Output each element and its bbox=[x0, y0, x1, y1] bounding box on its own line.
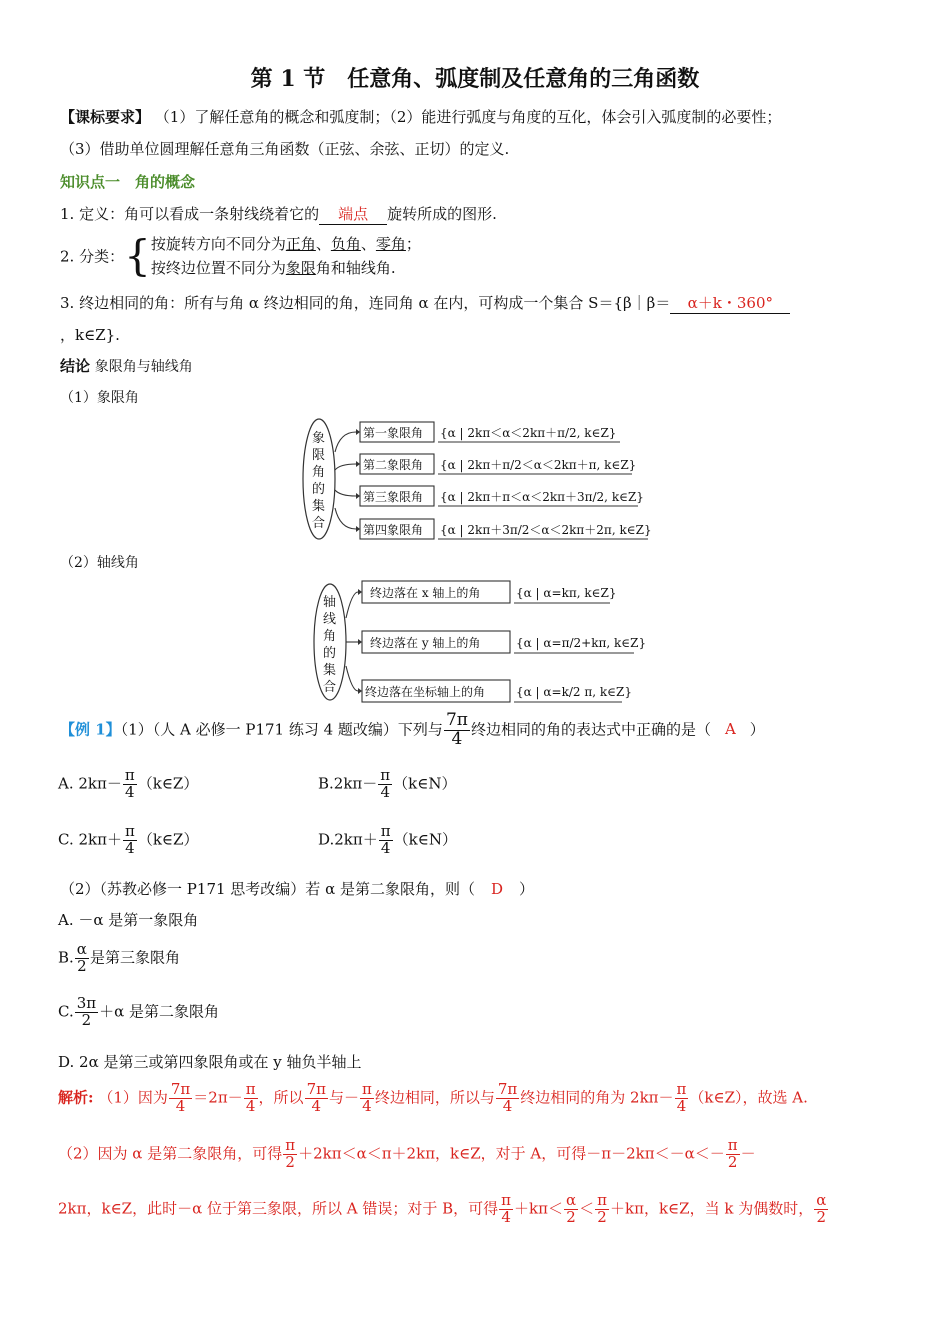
center-char: 轴 bbox=[323, 595, 337, 610]
solution-line-2 bbox=[58, 1138, 756, 1171]
row1-text: 按旋转方向不同分为 bbox=[150, 235, 286, 253]
fraction bbox=[378, 768, 392, 801]
fraction bbox=[123, 824, 137, 857]
separator: 、 bbox=[360, 235, 376, 253]
solution-line-1 bbox=[58, 1082, 808, 1115]
axis-set: {α | α=π/2+kπ, k∈Z} bbox=[516, 636, 647, 650]
fraction-numerator: π bbox=[124, 766, 135, 784]
option-text: A. 2kπ－ bbox=[58, 774, 122, 793]
fraction bbox=[499, 1193, 513, 1226]
fraction-denominator: 4 bbox=[380, 838, 391, 857]
center-char: 合 bbox=[323, 680, 337, 695]
definition-1-prefix: 1. 定义：角可以看成一条射线绕着它的 bbox=[60, 205, 320, 223]
center-char: 限 bbox=[312, 448, 326, 463]
conclusion-title: 象限角与轴线角 bbox=[94, 359, 193, 375]
center-char: 角 bbox=[312, 465, 326, 480]
solution-text: － bbox=[740, 1144, 756, 1163]
definition-1 bbox=[60, 203, 497, 225]
option-text: C. bbox=[58, 1002, 74, 1021]
requirements-label: 【课标要求】 bbox=[60, 108, 151, 126]
fraction-numerator: 7π bbox=[497, 1080, 518, 1098]
definition-1-blank: 端点 bbox=[319, 203, 387, 225]
conclusion-label: 结论 bbox=[60, 357, 91, 375]
fraction-numerator: π bbox=[676, 1080, 687, 1098]
option-2-d: D. 2α 是第三或第四象限角或在 y 轴负半轴上 bbox=[58, 1053, 362, 1071]
solution-text: ＋kπ＜ bbox=[514, 1199, 563, 1218]
fraction-numerator: π bbox=[245, 1080, 256, 1098]
definition-2-row-1 bbox=[151, 232, 421, 256]
arrow bbox=[335, 508, 356, 529]
arrow-head bbox=[356, 493, 360, 499]
arrow-head bbox=[356, 526, 360, 532]
center-char: 线 bbox=[323, 612, 337, 627]
fraction-denominator: 4 bbox=[125, 782, 135, 801]
solution-text: ＜ bbox=[579, 1199, 595, 1218]
answer: A bbox=[724, 720, 736, 739]
fraction-numerator: π bbox=[361, 1080, 372, 1098]
example-label: 【例 1】 bbox=[60, 720, 121, 739]
fraction-numerator: π bbox=[380, 766, 391, 784]
question-text: 终边相同的角的表达式中正确的是（ bbox=[470, 720, 711, 739]
fraction bbox=[75, 942, 89, 975]
zero-angle: 零角 bbox=[375, 235, 406, 253]
fraction-numerator: α bbox=[816, 1191, 827, 1209]
quadrant-angle-diagram bbox=[300, 412, 660, 546]
definition-3-text: 3. 终边相同的角：所有与角 α 终边相同的角，连同角 α 在内，可构成一个集合 S＝{β｜β＝ bbox=[60, 294, 671, 312]
fraction-denominator: 2 bbox=[285, 1152, 295, 1171]
fraction-numerator: π bbox=[124, 822, 135, 840]
fraction-numerator: π bbox=[380, 822, 391, 840]
quadrant-set: {α | 2kπ＋π/2＜α＜2kπ＋π, k∈Z} bbox=[440, 458, 637, 472]
connector-arrows bbox=[335, 432, 356, 529]
definition-2-prefix: 2. 分类： bbox=[60, 247, 125, 266]
fraction-denominator: 4 bbox=[676, 1096, 687, 1115]
negative-angle: 负角 bbox=[330, 235, 361, 253]
question-text: ） bbox=[519, 880, 535, 898]
solution-text: 终边相同的角为 2kπ－ bbox=[520, 1088, 674, 1107]
quadrant-set: {α | 2kπ＜α＜2kπ＋π/2, k∈Z} bbox=[440, 426, 617, 440]
example-1-question-2 bbox=[60, 878, 534, 899]
option-2-c bbox=[58, 996, 219, 1029]
definition-2-row-2 bbox=[151, 256, 421, 280]
solution-text: 终边相同，所以与 bbox=[374, 1088, 495, 1107]
fraction bbox=[496, 1082, 519, 1115]
quadrant-subheading: （1）象限角 bbox=[60, 390, 139, 406]
fraction-denominator: 2 bbox=[77, 956, 87, 975]
quadrant-label: 第三象限角 bbox=[363, 490, 424, 504]
example-1-question-1 bbox=[60, 712, 765, 749]
option-b bbox=[318, 768, 456, 801]
center-char: 的 bbox=[312, 482, 326, 497]
definition-3 bbox=[60, 292, 790, 314]
solution-text: ＝2π－ bbox=[193, 1088, 243, 1107]
requirements-text-1: （1）了解任意角的概念和弧度制；（2）能进行弧度与角度的互化，体会引入弧度制的必要性； bbox=[154, 108, 782, 126]
fraction-denominator: 4 bbox=[125, 838, 135, 857]
fraction bbox=[305, 1082, 328, 1115]
fraction-denominator: 2 bbox=[81, 1010, 92, 1029]
requirements-line-1 bbox=[60, 106, 781, 127]
fraction-numerator: 3π bbox=[76, 994, 97, 1012]
separator: 、 bbox=[315, 235, 331, 253]
quadrant-label: 第二象限角 bbox=[363, 458, 424, 472]
axis-angle-diagram bbox=[310, 578, 650, 706]
solution-text: （2）因为 α 是第二象限角，可得 bbox=[58, 1144, 283, 1163]
left-brace: { bbox=[124, 231, 151, 280]
quadrant-sets bbox=[440, 426, 652, 537]
question-text: （1）（人 A 必修一 P171 练习 4 题改编）下列与 bbox=[120, 720, 443, 739]
solution-text: （k∈Z），故选 A. bbox=[689, 1088, 808, 1107]
axis-label: 终边落在坐标轴上的角 bbox=[365, 685, 486, 699]
row1-end: ； bbox=[405, 235, 421, 253]
solution-text: ＋2kπ＜α＜π＋2kπ，k∈Z，对于 A，可得－π－2kπ＜－α＜－ bbox=[298, 1144, 725, 1163]
center-label bbox=[312, 431, 325, 531]
fraction bbox=[244, 1082, 258, 1115]
option-2-a: A. －α 是第一象限角 bbox=[58, 911, 199, 929]
axis-set: {α | α=kπ, k∈Z} bbox=[516, 586, 617, 600]
fraction-numerator: 7π bbox=[170, 1080, 191, 1098]
quadrant-label: 第四象限角 bbox=[363, 523, 424, 537]
quadrant-word: 象限 bbox=[285, 259, 316, 277]
option-text: （k∈Z） bbox=[137, 830, 199, 849]
axis-subheading: （2）轴线角 bbox=[60, 555, 139, 571]
fraction-numerator: 7π bbox=[306, 1080, 326, 1098]
option-text: （k∈N） bbox=[393, 830, 457, 849]
fraction-numerator: π bbox=[285, 1136, 296, 1154]
center-char: 集 bbox=[323, 663, 337, 678]
definition-1-suffix: 旋转所成的图形. bbox=[387, 205, 497, 223]
fraction bbox=[360, 1082, 374, 1115]
fraction-denominator: 4 bbox=[245, 1096, 256, 1115]
fraction-numerator: 7π bbox=[445, 710, 468, 730]
row2-text: 按终边位置不同分为 bbox=[150, 259, 286, 277]
fraction bbox=[564, 1193, 578, 1226]
fraction-denominator: 2 bbox=[597, 1207, 607, 1226]
arrow bbox=[335, 490, 356, 496]
option-2-b bbox=[58, 942, 180, 975]
axis-label: 终边落在 y 轴上的角 bbox=[370, 636, 481, 650]
definition-3-tail: ，k∈Z}. bbox=[60, 326, 120, 344]
option-text: 是第三象限角 bbox=[89, 948, 180, 967]
center-char: 象 bbox=[312, 431, 326, 446]
fraction bbox=[595, 1193, 609, 1226]
option-a bbox=[58, 768, 198, 801]
positive-angle: 正角 bbox=[285, 235, 316, 253]
solution-text: ，所以 bbox=[258, 1088, 304, 1107]
option-text: （k∈N） bbox=[393, 774, 457, 793]
axis-labels bbox=[365, 585, 485, 699]
option-text: D.2kπ＋ bbox=[318, 830, 378, 849]
arrow bbox=[346, 666, 358, 691]
row2-end: 角和轴线角. bbox=[315, 259, 396, 277]
fraction bbox=[444, 712, 470, 749]
quadrant-label: 第一象限角 bbox=[363, 426, 424, 440]
arrow-heads bbox=[356, 429, 360, 532]
quadrant-set: {α | 2kπ＋π＜α＜2kπ＋3π/2, k∈Z} bbox=[440, 490, 644, 504]
fraction bbox=[675, 1082, 689, 1115]
fraction-denominator: 4 bbox=[311, 1096, 322, 1115]
center-char: 集 bbox=[312, 499, 326, 514]
axis-label: 终边落在 x 轴上的角 bbox=[370, 586, 481, 600]
fraction bbox=[169, 1082, 192, 1115]
fraction-denominator: 4 bbox=[380, 782, 390, 801]
section-heading: 知识点一 角的概念 bbox=[60, 173, 196, 191]
solution-text: 2kπ，k∈Z，此时－α 位于第三象限，所以 A 错误；对于 B，可得 bbox=[58, 1199, 499, 1218]
arrow bbox=[335, 464, 356, 470]
center-char: 角 bbox=[323, 629, 337, 644]
option-text: B. bbox=[58, 948, 74, 967]
fraction-numerator: α bbox=[76, 940, 87, 958]
option-c bbox=[58, 824, 198, 857]
conclusion-heading bbox=[60, 355, 193, 376]
arrow-head bbox=[358, 639, 362, 645]
fraction bbox=[379, 824, 393, 857]
fraction-numerator: π bbox=[727, 1136, 738, 1154]
fraction-denominator: 2 bbox=[727, 1152, 738, 1171]
center-char: 的 bbox=[323, 646, 337, 661]
definition-3-blank: α＋k・360° bbox=[670, 292, 790, 314]
center-label bbox=[323, 594, 336, 695]
option-text: B.2kπ－ bbox=[318, 774, 378, 793]
fraction bbox=[726, 1138, 740, 1171]
requirements-text-2: （3）借助单位圆理解任意角三角函数（正弦、余弦、正切）的定义. bbox=[60, 140, 510, 158]
option-text: C. 2kπ＋ bbox=[58, 830, 122, 849]
option-d bbox=[318, 824, 457, 857]
arrow-head bbox=[356, 461, 360, 467]
connector-arrows bbox=[346, 592, 358, 691]
fraction-denominator: 4 bbox=[501, 1207, 511, 1226]
fraction-denominator: 4 bbox=[175, 1096, 186, 1115]
arrow-heads bbox=[358, 589, 362, 694]
fraction bbox=[283, 1138, 297, 1171]
arrow bbox=[335, 432, 356, 452]
fraction-denominator: 2 bbox=[566, 1207, 576, 1226]
arrow-head bbox=[358, 589, 362, 595]
definition-2 bbox=[60, 232, 421, 280]
solution-text: ＋kπ，k∈Z，当 k 为偶数时， bbox=[610, 1199, 814, 1218]
solution-text: （1）因为 bbox=[98, 1088, 168, 1107]
question-text: （2）（苏教必修一 P171 思考改编）若 α 是第二象限角，则（ bbox=[60, 880, 475, 898]
fraction bbox=[75, 996, 98, 1029]
definition-2-stack bbox=[151, 232, 421, 280]
page-title: 第 1 节 任意角、弧度制及任意角的三角函数 bbox=[250, 66, 700, 92]
fraction-denominator: 4 bbox=[362, 1096, 372, 1115]
fraction-numerator: π bbox=[501, 1191, 512, 1209]
solution-line-3 bbox=[58, 1193, 829, 1226]
arrow-head bbox=[358, 688, 362, 694]
fraction bbox=[814, 1193, 828, 1226]
fraction-denominator: 2 bbox=[816, 1207, 827, 1226]
fraction-denominator: 4 bbox=[502, 1096, 513, 1115]
option-text: ＋α 是第二象限角 bbox=[99, 1002, 220, 1021]
option-text: （k∈Z） bbox=[137, 774, 199, 793]
solution-text: 与－ bbox=[328, 1088, 359, 1107]
fraction-numerator: π bbox=[597, 1191, 607, 1209]
axis-set: {α | α=k/2 π, k∈Z} bbox=[516, 685, 632, 699]
question-text: ） bbox=[749, 720, 765, 739]
arrow bbox=[346, 592, 358, 618]
center-char: 合 bbox=[312, 516, 326, 531]
fraction-numerator: α bbox=[565, 1191, 577, 1209]
fraction bbox=[123, 768, 137, 801]
quadrant-set: {α | 2kπ＋3π/2＜α＜2kπ＋2π, k∈Z} bbox=[440, 523, 652, 537]
arrow-head bbox=[356, 429, 360, 435]
fraction-denominator: 4 bbox=[451, 728, 463, 749]
answer: D bbox=[490, 880, 504, 898]
solution-label: 解析: bbox=[58, 1088, 94, 1107]
